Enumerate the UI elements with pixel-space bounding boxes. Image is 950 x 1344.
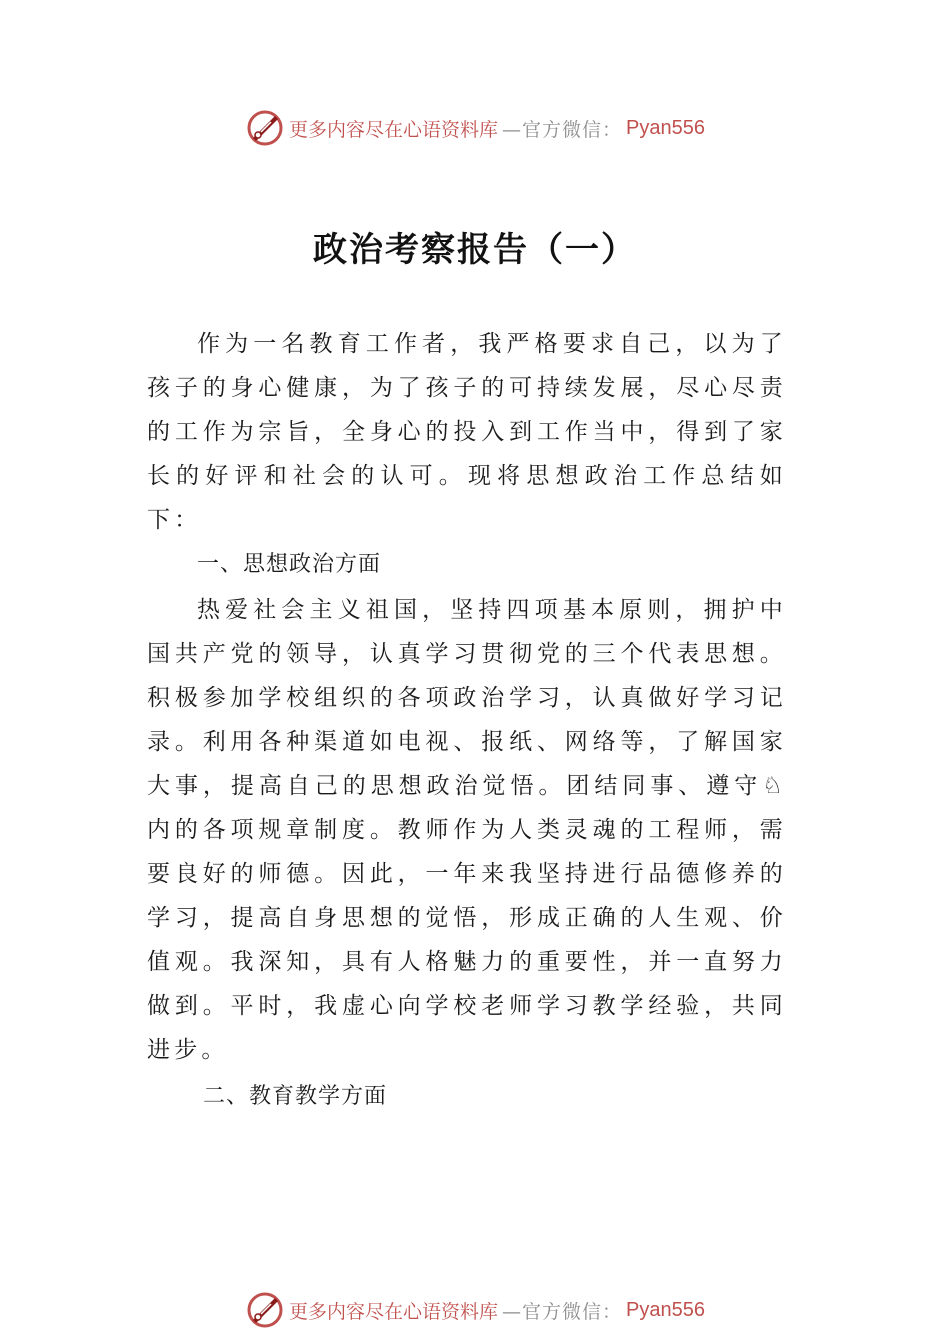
pen-nib-logo-icon bbox=[245, 1290, 285, 1330]
footer-watermark bbox=[0, 1288, 950, 1332]
watermark-wechat-id: Pyan556 bbox=[626, 116, 705, 139]
intro-paragraph: 作为一名教育工作者，我严格要求自己，以为了孩子的身心健康，为了孩子的可持续发展，尽心尽责的工作为宗旨，全身心的投入到工作当中，得到了家长的好评和社会的认可。现将思想政治工作总结如下： bbox=[147, 331, 787, 533]
header-watermark bbox=[0, 106, 950, 150]
section-heading-teaching: 二、教育教学方面 bbox=[203, 1084, 388, 1109]
document-title: 政治考察报告（一） bbox=[313, 230, 637, 270]
watermark-site-text: 更多内容尽在心语资料库 bbox=[289, 1300, 499, 1323]
pen-nib-logo-icon bbox=[245, 108, 285, 148]
watermark-wechat-label: —官方微信： bbox=[502, 1300, 623, 1323]
watermark-wechat-id: Pyan556 bbox=[626, 1298, 705, 1321]
section-paragraph-political: 热爱社会主义祖国，坚持四项基本原则，拥护中国共产党的领导，认真学习贯彻党的三个代表思想。积极参加学校组织的各项政治学习，认真做好学习记录。利用各种渠道如电视、报纸、网络等，了解国家大事，提高自己的思想政治觉悟。团结同事、遵守♘内的各项规章制度。教师作为人类灵魂的工程师，需要良好的师德。因此，一年来我坚持进行品德修养的学习，提高自身思想的觉悟，形成正确的人生观、价值观。我深知，具有人格魅力的重要性，并一直努力做到。平时，我虚心向学校老师学习教学经验，共同进步。 bbox=[147, 597, 787, 1063]
watermark-wechat-label: —官方微信： bbox=[502, 118, 623, 141]
section-heading-political: 一、思想政治方面 bbox=[197, 552, 382, 577]
watermark-site-text: 更多内容尽在心语资料库 bbox=[289, 118, 499, 141]
document-body bbox=[147, 322, 787, 1120]
